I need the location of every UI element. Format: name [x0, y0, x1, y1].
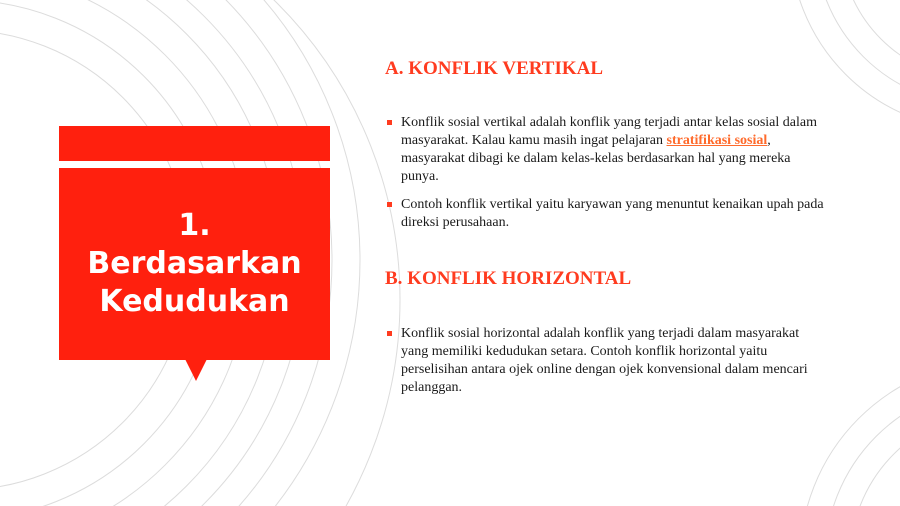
bullet-marker: [387, 120, 392, 125]
bullet-text-end: , masyarakat dibagi ke dalam kelas-kelas berdasarkan hal yang mereka punya.: [401, 133, 791, 184]
section-b-heading: B. KONFLIK HORIZONTAL: [385, 268, 632, 289]
bullet-marker: [387, 331, 392, 336]
section-a-bullet-list: [385, 114, 825, 242]
title-accent-strip: [59, 126, 330, 161]
bullet-marker: [387, 202, 392, 207]
bullet-text: Konflik sosial horizontal adalah konflik yang terjadi dalam masyarakat yang memiliki kedudukan setara. Contoh konflik horizontal yaitu perselisihan antara ojek online dengan ojek konvensional dalam mencari pelanggan.: [401, 326, 808, 395]
title-box: [59, 168, 330, 360]
section-b-bullet-1: [385, 325, 825, 397]
title-box-pointer: [185, 359, 207, 381]
stratifikasi-sosial-link[interactable]: stratifikasi sosial: [666, 133, 768, 148]
section-a-heading: A. KONFLIK VERTIKAL: [385, 58, 604, 79]
bullet-text: Contoh konflik vertikal yaitu karyawan yang menuntut kenaikan upah pada direksi perusahaan.: [401, 197, 824, 230]
section-b-bullet-list: [385, 325, 825, 407]
slide-title: 1. Berdasarkan Kedudukan: [87, 208, 302, 319]
section-a-bullet-2: [385, 196, 825, 232]
section-a-bullet-1: [385, 114, 825, 186]
bullet-text-start: Konflik sosial vertikal adalah konflik yang terjadi antar kelas sosial dalam masyarakat. Kalau kamu masih ingat pelajaran: [401, 115, 817, 148]
